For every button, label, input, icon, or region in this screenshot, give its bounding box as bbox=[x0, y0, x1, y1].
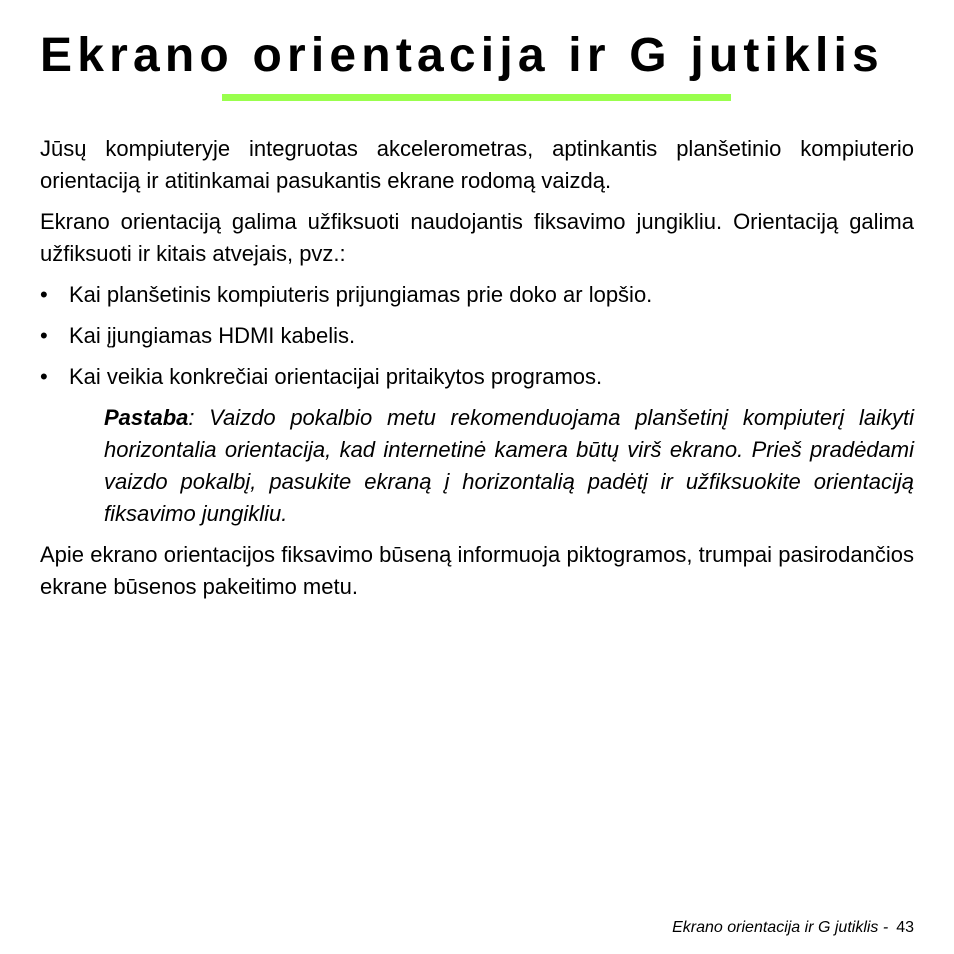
page-title: Ekrano orientacija ir G jutiklis bbox=[40, 29, 884, 82]
list-item bbox=[40, 361, 914, 393]
bullet-symbol: • bbox=[40, 282, 48, 307]
note-text: : Vaizdo pokalbio metu rekomenduojama planšetinį kompiuterį laikyti horizontalia orientacija, kad internetinė kamera būtų virš ekrano. Prieš pradėdami vaizdo pokalbį, pasukite ekraną į horizontalią padėtį ir užfiksuokite orientaciją fiksavimo jungikliu. bbox=[104, 405, 914, 526]
lock-paragraph: Ekrano orientaciją galima užfiksuoti naudojantis fiksavimo jungikliu. Orientaciją galima užfiksuoti ir kitais atvejais, pvz.: bbox=[40, 209, 914, 266]
footer-section-title: Ekrano orientacija ir G jutiklis - bbox=[672, 919, 889, 936]
closing-paragraph: Apie ekrano orientacijos fiksavimo būseną informuoja piktogramos, trumpai pasirodančios ekrane būsenos pakeitimo metu. bbox=[40, 542, 914, 599]
note-label: Pastaba bbox=[104, 405, 189, 430]
list-item-text: Kai įjungiamas HDMI kabelis. bbox=[69, 323, 356, 348]
intro-paragraph: Jūsų kompiuteryje integruotas akcelerometras, aptinkantis planšetinio kompiuterio orientaciją ir atitinkamai pasukantis ekrane rodomą vaizdą. bbox=[40, 136, 914, 193]
bullet-symbol: • bbox=[40, 364, 48, 389]
list-item bbox=[40, 279, 914, 311]
bullet-list bbox=[40, 279, 914, 393]
bullet-symbol: • bbox=[40, 323, 48, 348]
list-item-text: Kai veikia konkrečiai orientacijai pritaikytos programos. bbox=[69, 364, 603, 389]
note-block bbox=[40, 402, 914, 530]
page-footer bbox=[672, 918, 914, 938]
list-item bbox=[40, 320, 914, 352]
page-number: 43 bbox=[896, 919, 914, 936]
document-body bbox=[40, 133, 914, 612]
list-item-text: Kai planšetinis kompiuteris prijungiamas prie doko ar lopšio. bbox=[69, 282, 653, 307]
title-underline bbox=[222, 94, 731, 101]
